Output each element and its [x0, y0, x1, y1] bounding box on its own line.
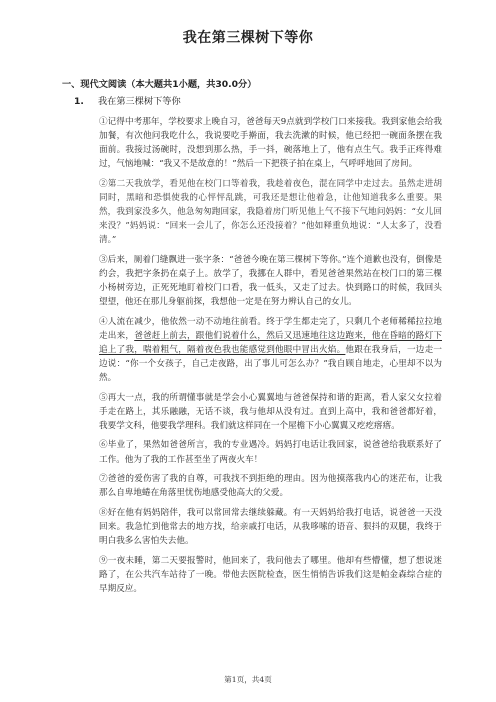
underlined-sentence: 爸爸赶上前去，跟他们说着什么，然后又迅速地往这边跑来，他在昏暗的路灯下追上了我，喘着粗气，隔着夜色我也能感觉到他眼中冒出火焰。 — [99, 330, 442, 355]
paragraph-1: ①记得中考那年，学校要求上晚自习，爸爸每天9点就到学校门口来接我。我到家他会给我加餐，有次他问我吃什么，我说要吃手擀面，我去洗漱的时候，他已经把一碗面条摆在我面前。我接过汤碗时，没想到那么热，手一抖，碗落地上了，他有点生气。我手正疼得难过，气恼地喊：“我又不是故意的！”然后一下把筷子拍在桌上，气呼呼地回了房间。 — [99, 117, 442, 170]
paragraph-5: ⑤再大一点，我的所谓懂事就是学会小心翼翼地与爸爸保持和谐的距离，看人家父女拉着手走在路上，其乐融融，无话不谈，我与他却从没有过。直到上高中，我和爸爸都好着，我要学文科，他要我学理科。我们就这样同在一个屋檐下小心翼翼又疙疙瘩瘩。 — [99, 392, 442, 431]
paragraph-7: ⑦爸爸的爱伤害了我的自尊，可我找不到拒绝的理由。因为他摸落我内心的迷茫布，让我那么自卑地蜷在角落里忧伤地感受他高大的父爱。 — [99, 474, 442, 499]
paragraph-4-tail: 他跟在我身后，一边走一边说：“你一个女孩子，自己走夜路，出了事儿可怎么办？”我自顾自地走，心里却不以为然。 — [99, 344, 442, 384]
paragraph-9: ⑨一夜未睡，第二天要报警时，他回来了，我问他去了哪里。他却有些懵懂，想了想说迷路了，在公共汽车站待了一晚。带他去医院检查，医生悄悄告诉我们这是帕金森综合症的早期反应。 — [99, 555, 442, 594]
question-line — [74, 93, 181, 107]
question-text: 我在第三棵树下等你 — [98, 96, 181, 107]
paragraph-2: ②第二天我放学，看见他在校门口等着我，我趁着夜色，混在同学中走过去。虽然走进胡同时，黑暗和恐惧使我的心怦怦乱跳，可我还是想让他着急，让他知道我多么重要。果然，我到家没多久，他急匆匆跑回家，我隐着房门听见他上气不接下气地问妈妈：“女儿回来没？”妈妈说：“回来一会儿了，你怎么还没接着？”他如释重负地说：“人太多了，没看清。” — [99, 178, 442, 246]
paragraph-3: ③后来，厕着门缝飘进一张字条：“爸爸今晚在第三棵树下等你。”连个道歉也没有，倒像是约会，我把字条扔在桌子上。放学了，我挪在人群中，看见爸爸果然站在校门口的第三棵小杨树旁边，正死死地盯着校门口看，我一低头，又走了过去。快到路口的时候，我回头望望，他还在那儿身躯前探，我想他一定是在努力辨认自己的女儿。 — [99, 254, 442, 308]
paragraph-6: ⑥毕业了，果然如爸爸所言，我的专业遇冷。妈妈打电话让我回家，说爸爸给我联系好了工作。他为了我的工作甚至坐了两夜火车！ — [99, 440, 442, 465]
section-heading: 一、现代文阅读（本大题共1小题，共30.0分） — [62, 79, 257, 90]
paragraph-4-lead: ④人流在减少，他依然一动不动地往前看。终于学生都走完了，只剩几个老师稀稀拉拉地走出来， — [99, 316, 442, 341]
paragraph-8: ⑧好在他有妈妈陪伴，我可以常回常去继续躲藏。有一天妈妈给我打电话，说爸爸一天没回来。我急忙到他常去的地方找，给亲戚打电话，从我哆嗦的语音、狠抖的双腿，我终于明白我多么害怕失去他。 — [99, 507, 442, 547]
question-number: 1. — [74, 96, 84, 107]
page-title: 我在第三棵树下等你 — [182, 30, 314, 46]
passage-body — [99, 115, 442, 601]
page-footer: 第1页，共4页 — [224, 675, 272, 684]
paragraph-4 — [99, 315, 442, 385]
